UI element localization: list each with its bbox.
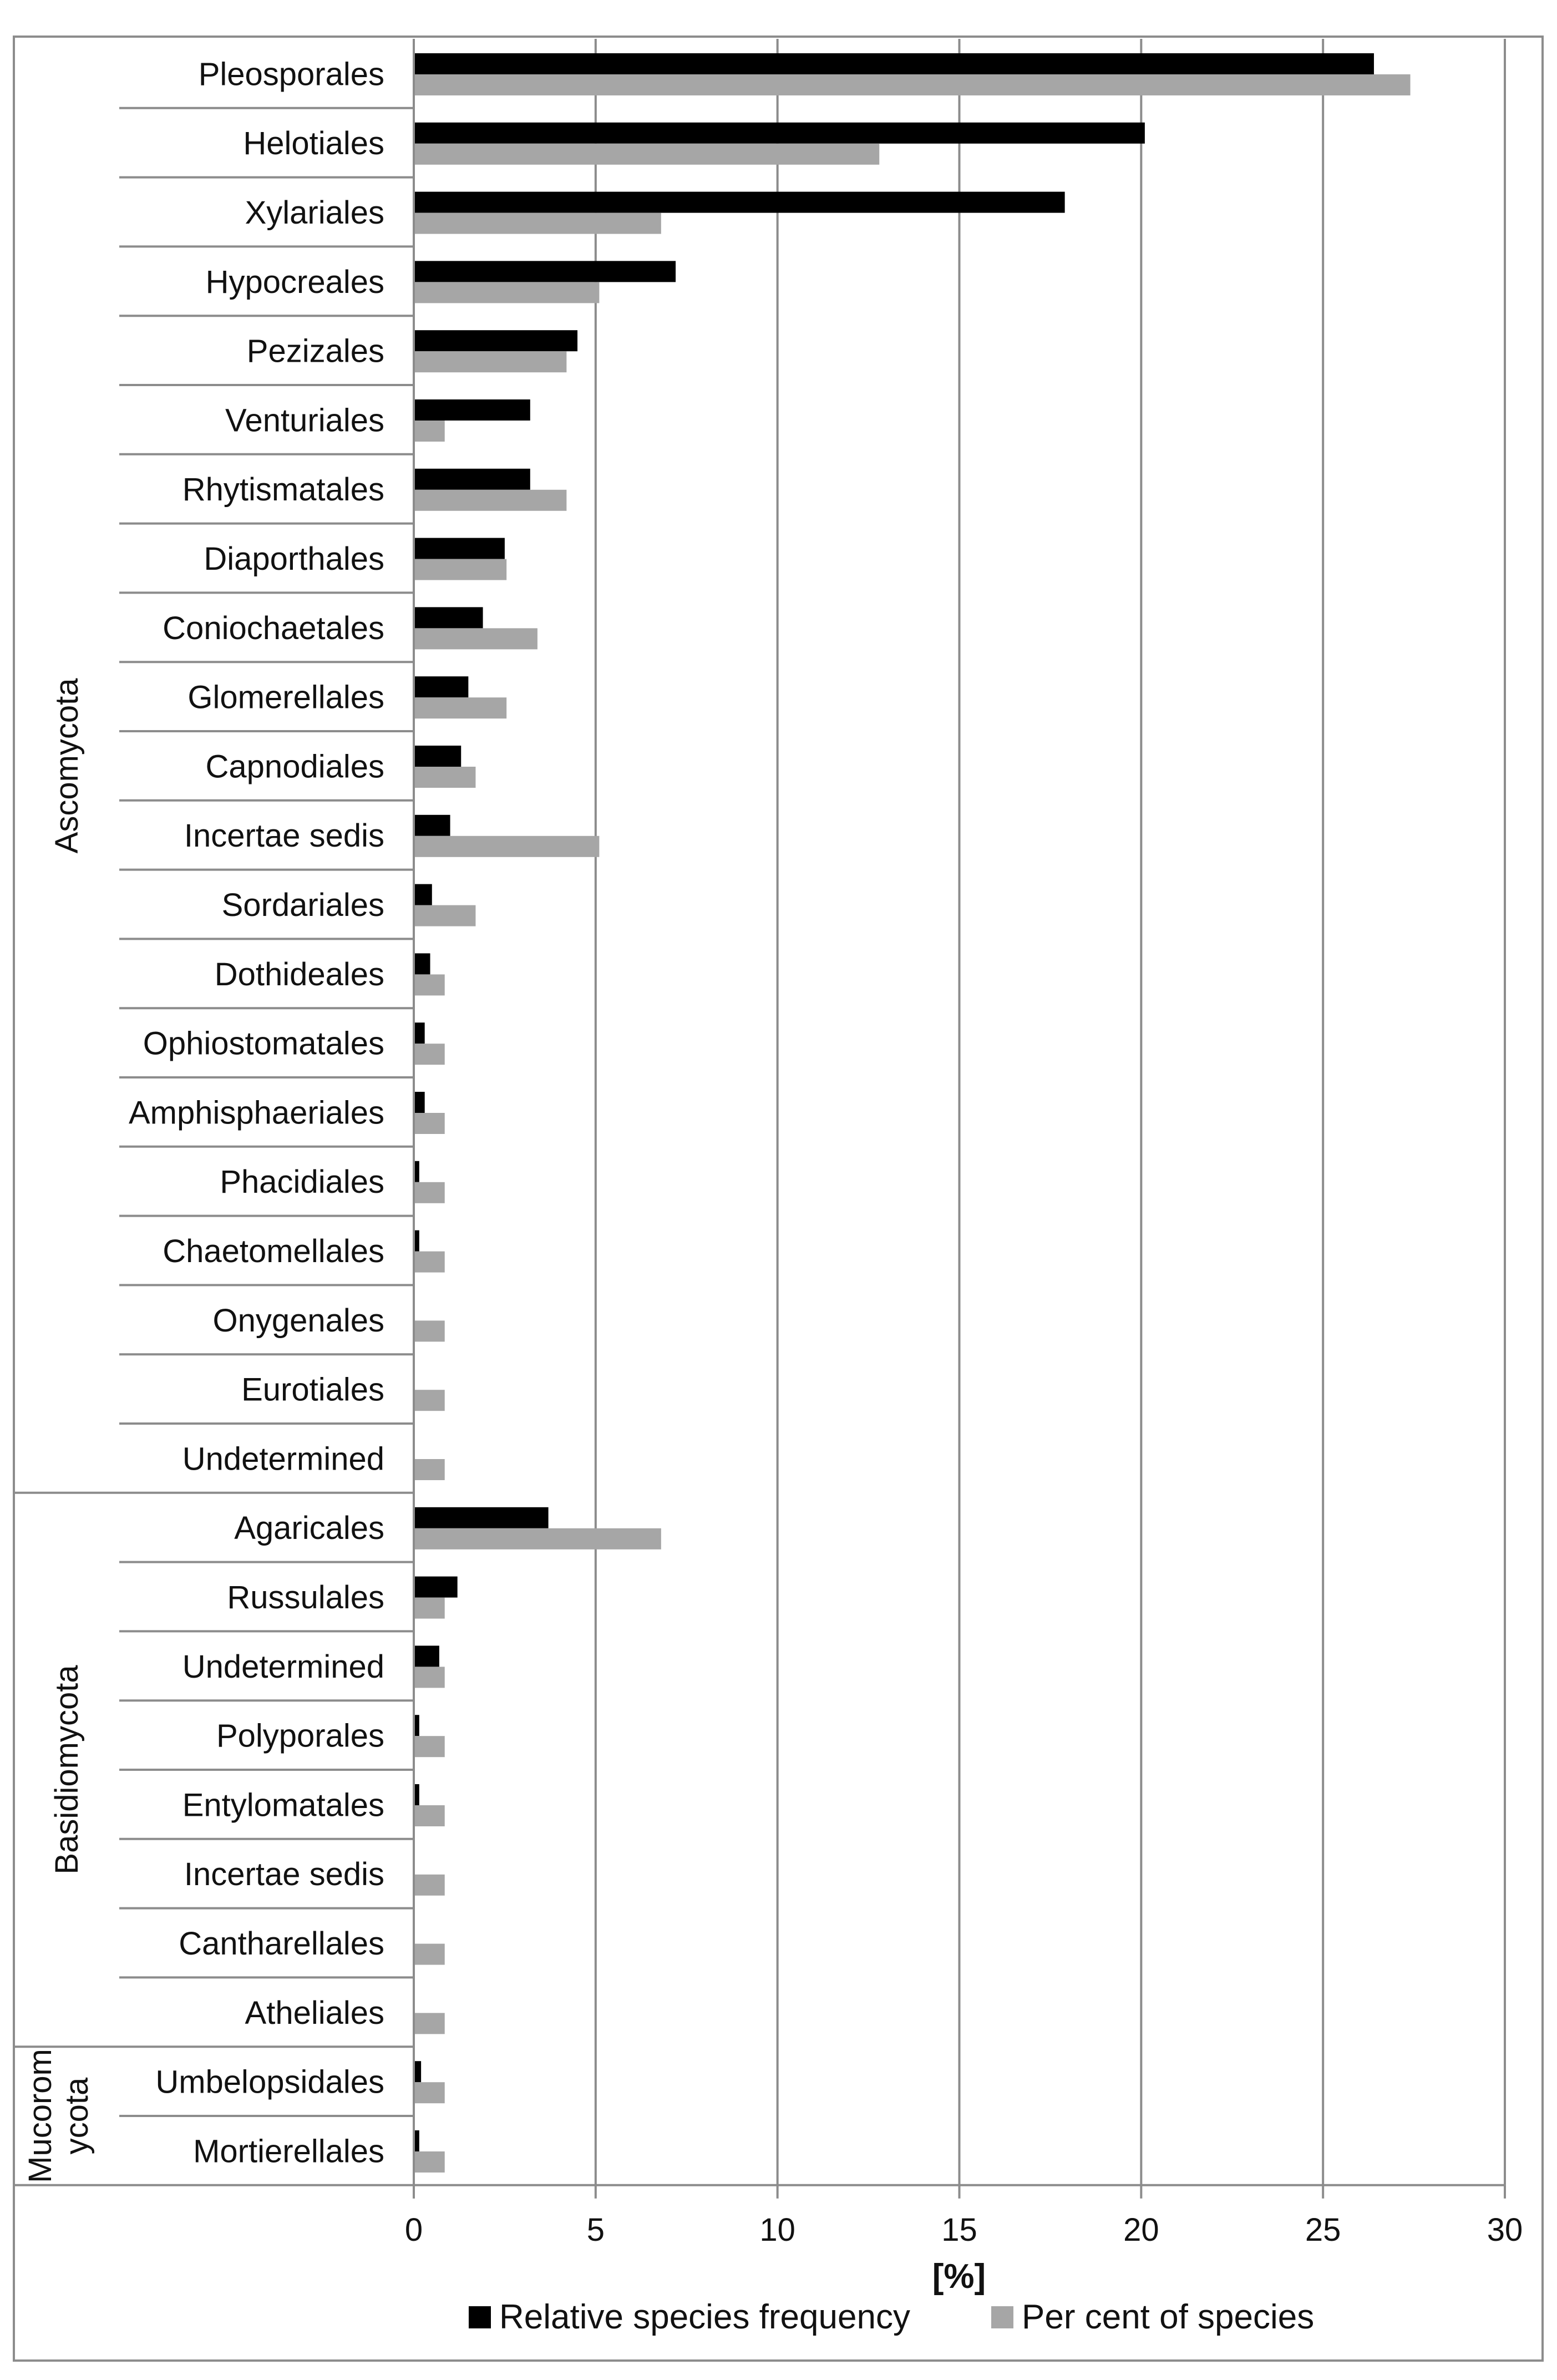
category-label: Umbelopsidales	[155, 2064, 384, 2100]
bar-percent-27	[414, 1944, 445, 1965]
bar-frequency-23	[414, 1645, 439, 1667]
bar-frequency-7	[414, 538, 505, 559]
x-tick-label: 30	[1487, 2211, 1523, 2248]
category-label: Russulales	[227, 1579, 384, 1616]
bar-frequency-10	[414, 746, 461, 767]
category-label: Phacidiales	[220, 1164, 384, 1201]
category-label: Undetermined	[182, 1441, 384, 1477]
bar-percent-19	[414, 1390, 445, 1411]
category-label: Amphisphaeriales	[128, 1095, 384, 1131]
category-label: Glomerellales	[187, 679, 384, 716]
bar-percent-20	[414, 1459, 445, 1480]
x-tick-label: 20	[1123, 2211, 1159, 2248]
category-label: Rhytismatales	[182, 472, 384, 508]
bar-percent-11	[414, 836, 599, 857]
category-label: Capnodiales	[205, 748, 384, 785]
bar-percent-24	[414, 1736, 445, 1757]
bar-percent-25	[414, 1805, 445, 1826]
category-label: Polyporales	[216, 1718, 384, 1754]
category-label: Sordariales	[221, 887, 384, 923]
bar-frequency-4	[414, 330, 577, 351]
bar-frequency-1	[414, 123, 1145, 144]
bar-frequency-11	[414, 815, 450, 836]
bar-frequency-22	[414, 1577, 458, 1598]
bar-percent-21	[414, 1528, 661, 1549]
bar-frequency-3	[414, 261, 676, 282]
legend	[469, 2298, 1314, 2336]
category-label: Xylariales	[245, 195, 384, 231]
bar-frequency-0	[414, 53, 1374, 74]
bar-percent-28	[414, 2013, 445, 2034]
x-tick-label: 0	[404, 2211, 423, 2248]
bar-percent-7	[414, 559, 506, 580]
legend-swatch-1	[991, 2306, 1013, 2328]
category-label: Agaricales	[234, 1510, 384, 1547]
category-label: Ophiostomatales	[143, 1025, 384, 1062]
x-tick-label: 25	[1305, 2211, 1341, 2248]
category-label: Chaetomellales	[163, 1233, 384, 1269]
bar-percent-12	[414, 905, 475, 926]
category-label: Undetermined	[182, 1648, 384, 1685]
bar-percent-1	[414, 144, 879, 165]
category-label: Entylomatales	[182, 1787, 384, 1824]
bar-percent-22	[414, 1598, 445, 1619]
bar-frequency-13	[414, 953, 430, 974]
bar-percent-14	[414, 1044, 445, 1065]
category-label: Atheliales	[245, 1994, 384, 2031]
bar-percent-5	[414, 421, 445, 442]
group-label-ascomycota: Ascomycota	[49, 678, 85, 854]
category-label: Onygenales	[212, 1302, 384, 1339]
category-label: Pleosporales	[198, 56, 384, 93]
bar-percent-23	[414, 1667, 445, 1688]
bar-percent-16	[414, 1182, 445, 1203]
bar-percent-13	[414, 974, 445, 995]
bar-percent-0	[414, 74, 1411, 95]
bar-percent-4	[414, 351, 566, 372]
bar-percent-6	[414, 490, 566, 511]
bar-frequency-15	[414, 1092, 425, 1113]
category-label: Incertae sedis	[184, 818, 384, 854]
x-tick-label: 5	[586, 2211, 605, 2248]
bar-percent-2	[414, 213, 661, 234]
category-label: Cantharellales	[179, 1926, 384, 1962]
bar-frequency-6	[414, 469, 530, 490]
legend-label-0: Relative species frequency	[499, 2298, 910, 2336]
legend-label-1: Per cent of species	[1022, 2298, 1315, 2336]
bar-percent-18	[414, 1320, 445, 1341]
bar-frequency-12	[414, 884, 432, 905]
x-tick-label: 15	[941, 2211, 977, 2248]
category-label: Mortierellales	[193, 2133, 384, 2170]
category-label: Incertae sedis	[184, 1856, 384, 1893]
category-label: Pezizales	[246, 333, 384, 369]
category-label: Venturiales	[225, 402, 384, 439]
bar-frequency-8	[414, 607, 483, 628]
bar-percent-9	[414, 697, 506, 718]
bar-percent-10	[414, 767, 475, 788]
bar-percent-26	[414, 1875, 445, 1896]
category-label: Helotiales	[243, 125, 384, 162]
bar-frequency-21	[414, 1507, 549, 1528]
bar-percent-17	[414, 1252, 445, 1273]
bar-percent-8	[414, 628, 537, 649]
category-label: Hypocreales	[205, 264, 384, 300]
bar-percent-30	[414, 2151, 445, 2173]
group-label-basidiomycota: Basidiomycota	[49, 1665, 85, 1875]
x-axis-title: [%]	[932, 2257, 986, 2296]
legend-swatch-0	[469, 2306, 491, 2328]
category-label: Coniochaetales	[163, 610, 384, 646]
bar-frequency-2	[414, 192, 1065, 213]
x-tick-label: 10	[759, 2211, 795, 2248]
bar-frequency-14	[414, 1022, 425, 1044]
category-label: Eurotiales	[241, 1371, 384, 1408]
bar-percent-3	[414, 282, 599, 303]
bar-frequency-9	[414, 676, 468, 697]
bar-percent-15	[414, 1113, 445, 1134]
bar-frequency-5	[414, 399, 530, 421]
category-label: Diaporthales	[204, 541, 384, 577]
group-label-mucoromycota: Mucoromycota	[22, 2049, 95, 2183]
bar-percent-29	[414, 2082, 445, 2103]
category-label: Dothideales	[214, 956, 384, 992]
